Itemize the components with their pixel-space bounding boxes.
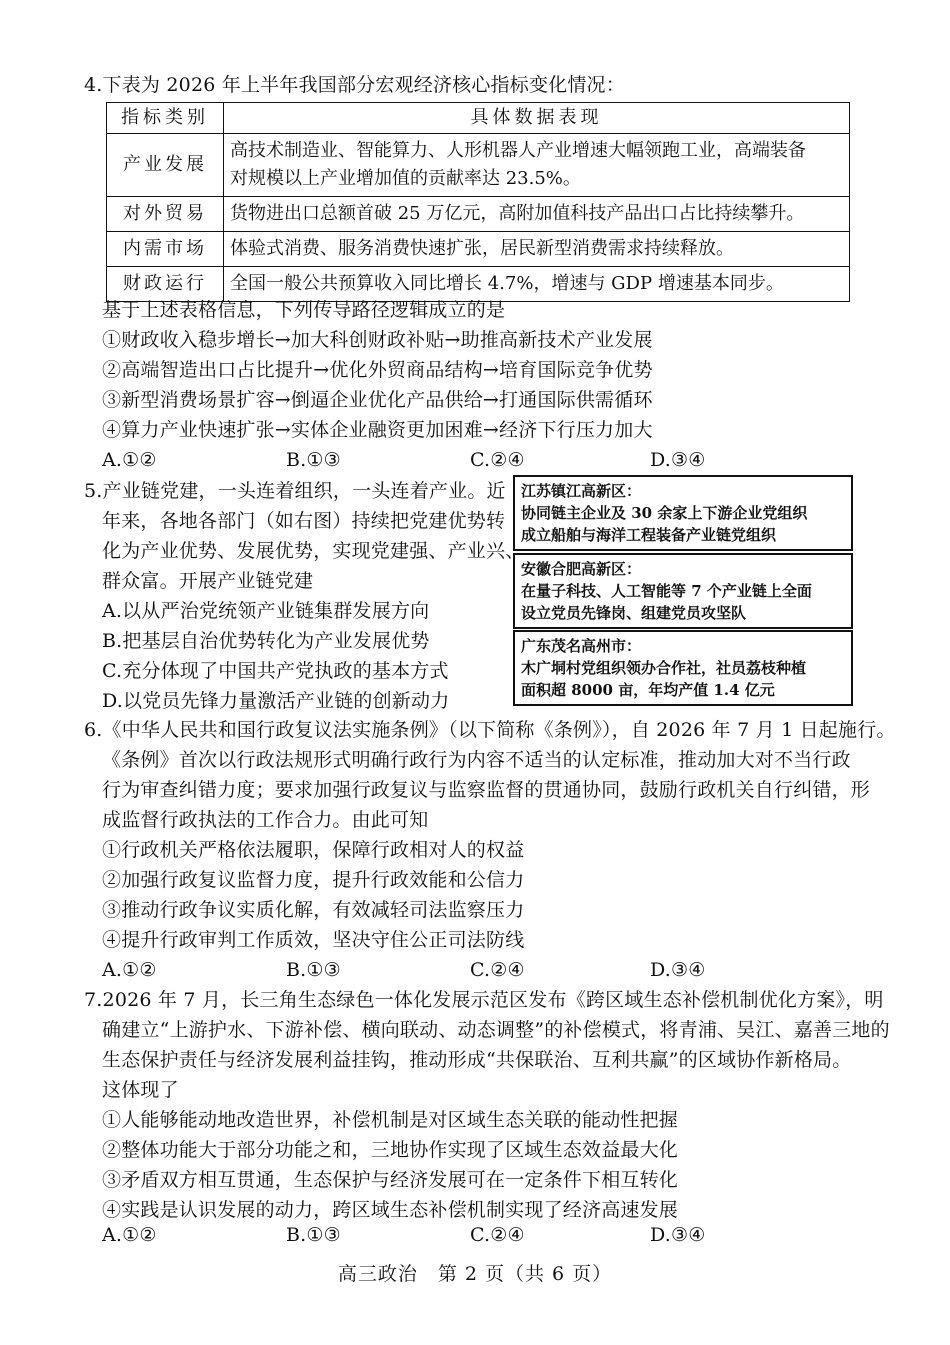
q7-line: 7.2026 年 7 月，长三角生态绿色一体化发展示范区发布《跨区域生态补偿机制优化方案》，明 [84, 989, 884, 1011]
case-box-title: 江苏镇江高新区： [521, 482, 642, 500]
case-box-line: 设立党员先锋岗、组建党员攻坚队 [521, 604, 747, 622]
q7-item: ④实践是认识发展的动力，跨区域生态补偿机制实现了经济高速发展 [102, 1199, 679, 1221]
q7-option: C.②④ [470, 1224, 525, 1246]
case-box-title: 安徽合肥高新区： [521, 560, 642, 578]
q4-option: B.①③ [286, 449, 341, 471]
row-detail: 货物进出口总额首破 25 万亿元，高附加值科技产品出口占比持续攀升。 [224, 197, 850, 232]
q4-item: ①财政收入稳步增长→加大科创财政补贴→助推高新技术产业发展 [102, 329, 653, 351]
q6-option: C.②④ [470, 959, 525, 981]
q6-item: ③推动行政争议实质化解，有效减轻司法监察压力 [102, 899, 525, 921]
q4-option: A.①② [102, 449, 157, 471]
q5-line: 化为产业优势、发展优势，实现党建强、产业兴、 [102, 540, 525, 562]
q5-option: D.以党员先锋力量激活产业链的创新动力 [102, 690, 450, 712]
table-header-row [107, 103, 850, 134]
q4-prompt: 基于上述表格信息，下列传导路径逻辑成立的是 [102, 299, 506, 321]
indicator-table [106, 102, 850, 302]
table-row [107, 197, 850, 232]
case-box-hefei [513, 553, 853, 629]
case-box-line: 协同链主企业及 30 余家上下游企业党组织 [521, 504, 808, 522]
header-category: 指标类别 [107, 103, 224, 134]
q7-option: B.①③ [286, 1224, 341, 1246]
case-box-line: 木广垌村党组织领办合作社，社员荔枝种植 [521, 659, 807, 677]
q6-item: ②加强行政复议监督力度，提升行政效能和公信力 [102, 869, 525, 891]
q4-item: ③新型消费场景扩容→倒逼企业优化产品供给→打通国际供需循环 [102, 389, 653, 411]
case-box-line: 成立船舶与海洋工程装备产业链党组织 [521, 526, 777, 544]
q6-option: B.①③ [286, 959, 341, 981]
row-category: 内需市场 [107, 232, 224, 267]
q6-item: ④提升行政审判工作质效，坚决守住公正司法防线 [102, 929, 525, 951]
q7-line: 生态保护责任与经济发展利益挂钩，推动形成“共保联治、互利共赢”的区域协作新格局。 [102, 1049, 852, 1071]
q6-option: A.①② [102, 959, 157, 981]
table-row [107, 134, 850, 197]
case-box-line: 面积超 8000 亩，年均产值 1.4 亿元 [521, 681, 775, 699]
q4-option: C.②④ [470, 449, 525, 471]
q6-line: 行为审查纠错力度；要求加强行政复议与监察监督的贯通协同，鼓励行政机关自行纠错，形 [102, 779, 871, 801]
q6-line: 《条例》首次以行政法规形式明确行政行为内容不适当的认定标准，推动加大对不当行政 [102, 749, 851, 771]
page-footer: 高三政治 第 2 页（共 6 页） [337, 1263, 613, 1285]
q6-item: ①行政机关严格依法履职，保障行政相对人的权益 [102, 839, 525, 861]
q7-item: ②整体功能大于部分功能之和，三地协作实现了区域生态效益最大化 [102, 1139, 679, 1161]
row-detail: 全国一般公共预算收入同比增长 4.7%，增速与 GDP 增速基本同步。 [224, 267, 850, 302]
q7-line: 这体现了 [102, 1079, 179, 1101]
row-category: 产业发展 [107, 134, 224, 197]
header-detail: 具体数据表现 [224, 103, 850, 134]
row-detail [224, 134, 850, 197]
case-box-zhenjiang [513, 475, 853, 551]
q7-option: A.①② [102, 1224, 157, 1246]
q5-line: 年来，各地各部门（如右图）持续把党建优势转 [102, 510, 506, 532]
case-box-gaozhou [513, 630, 853, 706]
row-detail-line: 对规模以上产业增加值的贡献率达 23.5%。 [230, 168, 581, 189]
q4-option: D.③④ [650, 449, 706, 471]
row-detail-line: 高技术制造业、智能算力、人形机器人产业增速大幅领跑工业，高端装备 [230, 140, 806, 161]
q7-item: ③矛盾双方相互贯通，生态保护与经济发展可在一定条件下相互转化 [102, 1169, 679, 1191]
q5-option: C.充分体现了中国共产党执政的基本方式 [102, 660, 449, 682]
q5-line: 群众富。开展产业链党建 [102, 570, 314, 592]
q6-line: 6.《中华人民共和国行政复议法实施条例》（以下简称《条例》），自 2026 年 7 月 1 日起施行。 [84, 719, 896, 741]
case-box-title: 广东茂名高州市： [521, 637, 642, 655]
q7-item: ①人能够能动地改造世界，补偿机制是对区域生态关联的能动性把握 [102, 1109, 679, 1131]
q4-stem: 4.下表为 2026 年上半年我国部分宏观经济核心指标变化情况： [84, 74, 625, 96]
q6-option: D.③④ [650, 959, 706, 981]
row-category: 财政运行 [107, 267, 224, 302]
row-detail: 体验式消费、服务消费快速扩张，居民新型消费需求持续释放。 [224, 232, 850, 267]
q4-item: ④算力产业快速扩张→实体企业融资更加困难→经济下行压力加大 [102, 419, 653, 441]
row-category: 对外贸易 [107, 197, 224, 232]
q7-line: 确建立“上游护水、下游补偿、横向联动、动态调整”的补偿模式，将青浦、吴江、嘉善三地的 [102, 1019, 890, 1041]
case-box-line: 在量子科技、人工智能等 7 个产业链上全面 [521, 582, 812, 600]
q7-option: D.③④ [650, 1224, 706, 1246]
q4-item: ②高端智造出口占比提升→优化外贸商品结构→培育国际竞争优势 [102, 359, 653, 381]
table-row [107, 232, 850, 267]
q6-line: 成监督行政执法的工作合力。由此可知 [102, 809, 429, 831]
q5-line: 5.产业链党建，一头连着组织，一头连着产业。近 [84, 480, 506, 502]
q5-option: A.以从严治党统领产业链集群发展方向 [102, 600, 430, 622]
q5-option: B.把基层自治优势转化为产业发展优势 [102, 630, 430, 652]
